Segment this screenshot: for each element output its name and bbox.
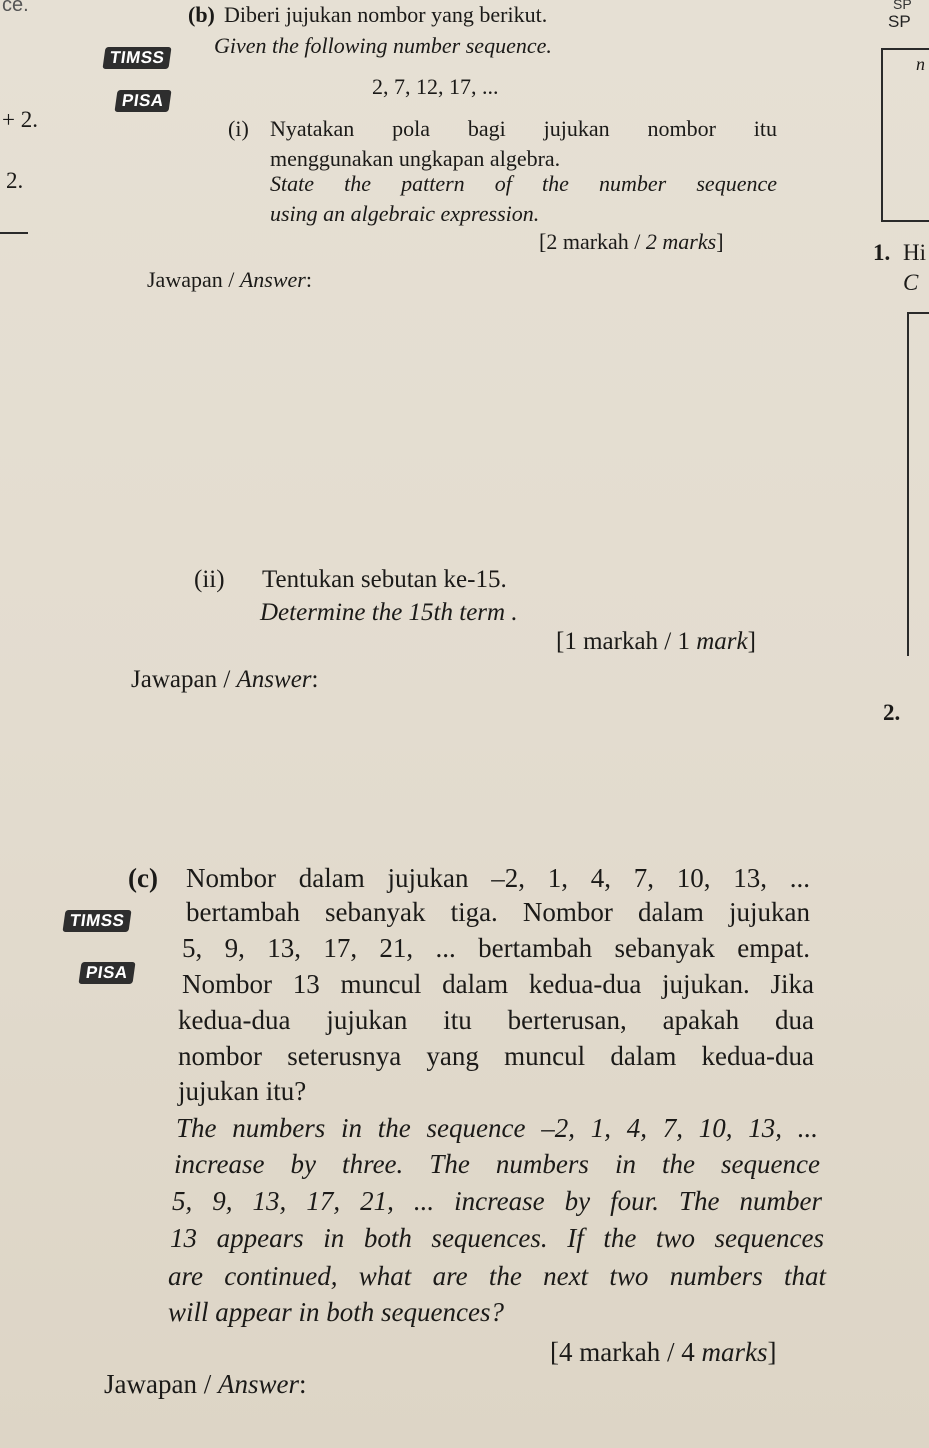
question-i-label: (i) (228, 116, 249, 141)
question-ii-english: Determine the 15th term . (260, 599, 518, 626)
margin-ce-fragment: ce. (2, 0, 29, 16)
part-c-malay-line2: bertambah sebanyak tiga. Nombor dalam jujukan (186, 897, 810, 927)
part-b-label: (b) (188, 2, 215, 27)
margin-sp-top: SP (893, 0, 912, 12)
answer-space-c[interactable] (104, 1405, 824, 1445)
margin-rule (0, 232, 28, 234)
part-c-malay-line5: kedua-dua jujukan itu berterusan, apakah dua (178, 1005, 814, 1035)
question-ii-label: (ii) (194, 566, 225, 593)
part-c-english-line5: are continued, what are the next two numbers that (168, 1261, 826, 1291)
answer-space-ii[interactable] (131, 700, 811, 840)
pisa-badge: PISA (114, 90, 171, 112)
part-b-title-malay: Diberi jujukan nombor yang berikut. (224, 2, 548, 27)
question-i-english-line1: State the pattern of the number sequence (270, 171, 777, 196)
part-c-marks: [4 markah / 4 marks] (550, 1337, 777, 1367)
part-c-malay-line6: nombor seterusnya yang muncul dalam kedua-dua (178, 1041, 814, 1071)
margin-number-two: 2. (6, 168, 24, 193)
part-c-label: (c) (128, 863, 158, 893)
number-sequence: 2, 7, 12, 17, ... (372, 74, 499, 99)
margin-question-1: 1. (873, 240, 891, 265)
timss-badge-c: TIMSS (62, 910, 132, 932)
part-c-malay-line1: Nombor dalam jujukan –2, 1, 4, 7, 10, 13, ... (186, 863, 810, 893)
margin-box-bottom (881, 220, 929, 222)
part-c-malay-line3: 5, 9, 13, 17, 21, ... bertambah sebanyak empat. (182, 933, 810, 963)
part-c-english-line1: The numbers in the sequence –2, 1, 4, 7, 10, 13, ... (176, 1113, 818, 1143)
pisa-badge-c: PISA (78, 962, 135, 984)
timss-badge: TIMSS (102, 47, 172, 69)
margin-c-fragment: C (903, 270, 919, 295)
margin-box2-left (907, 312, 909, 656)
part-c-english-line6: will appear in both sequences? (168, 1297, 504, 1327)
margin-mark-n: n (916, 54, 925, 74)
part-c-malay-line7: jujukan itu? (178, 1076, 307, 1106)
question-i-english-line2: using an algebraic expression. (270, 201, 540, 226)
question-i-marks: [2 markah / 2 marks] (539, 229, 724, 254)
question-ii-malay: Tentukan sebutan ke-15. (262, 566, 507, 593)
answer-space-i[interactable] (147, 300, 787, 550)
part-c-malay-line4: Nombor 13 muncul dalam kedua-dua jujukan. Jika (182, 969, 814, 999)
part-c-english-line4: 13 appears in both sequences. If the two sequences (170, 1223, 824, 1253)
margin-hi-fragment: Hi (903, 240, 926, 265)
margin-box-top (881, 48, 929, 50)
answer-label-i: Jawapan / Answer: (147, 267, 312, 292)
margin-question-2: 2. (883, 700, 901, 725)
margin-box-left (881, 48, 883, 222)
answer-label-c: Jawapan / Answer: (104, 1369, 307, 1399)
margin-sp: SP (888, 12, 911, 31)
question-i-malay-line1: Nyatakan pola bagi jujukan nombor itu (270, 116, 777, 141)
question-i-malay-line2: menggunakan ungkapan algebra. (270, 146, 561, 171)
answer-label-ii: Jawapan / Answer: (131, 666, 319, 693)
margin-box2-top (907, 312, 929, 314)
part-b-title-english: Given the following number sequence. (214, 33, 552, 58)
margin-plus-two: + 2. (2, 107, 38, 132)
question-ii-marks: [1 markah / 1 mark] (556, 628, 756, 655)
part-c-english-line2: increase by three. The numbers in the sequence (174, 1149, 820, 1179)
part-c-english-line3: 5, 9, 13, 17, 21, ... increase by four. The number (172, 1186, 822, 1216)
